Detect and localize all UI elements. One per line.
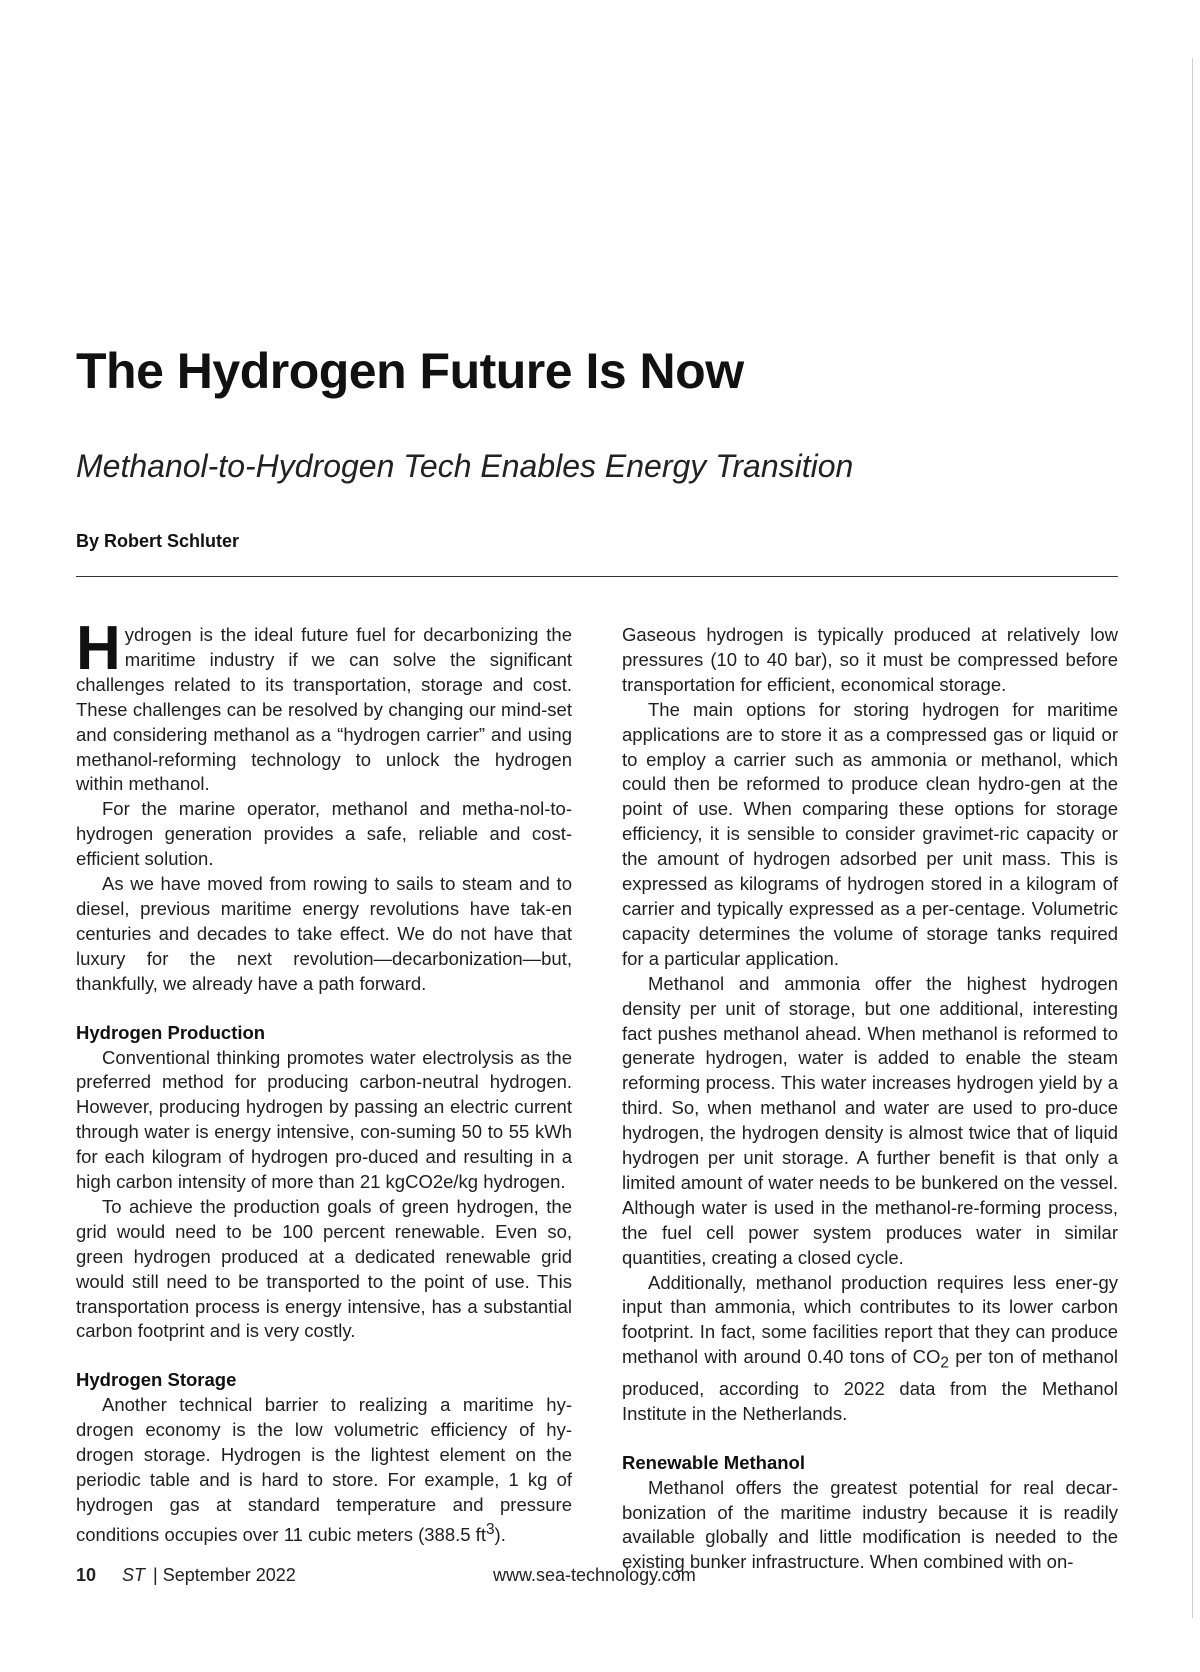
issue-date: | September 2022 [153, 1565, 296, 1585]
section-heading-renewable: Renewable Methanol [622, 1451, 805, 1473]
publication-name: ST [122, 1565, 146, 1585]
article-subtitle: Methanol-to-Hydrogen Tech Enables Energy Transition [76, 448, 854, 484]
body-paragraph: Conventional thinking promotes water electrolysis as the preferred method for producing carbon-neutral hydrogen. However, producing hydrogen by passing an electric current through water is energy intensive, con-suming 50 to 55 kWh for each kilogram of hydrogen pro-duced and resulting in a high carbon intensity of more than 21 kgCO2e/kg hydrogen. [76, 1046, 572, 1193]
intro-paragraph [76, 614, 572, 797]
header-divider [76, 576, 1118, 577]
paragraph-text-end: ). [494, 1523, 506, 1545]
article-title: The Hydrogen Future Is Now [76, 343, 744, 399]
drop-cap: H [76, 614, 121, 683]
page-footer [76, 1565, 296, 1586]
body-paragraph: Methanol offers the greatest potential for real decar-bonization of the maritime industry because it is readily available globally and little modification is needed to the existing bunker infrastructure. When combined with on- [622, 1476, 1118, 1573]
body-paragraph: As we have moved from rowing to sails to steam and to diesel, previous maritime energy revolutions have tak-en centuries and decades to take effect. We do not have that luxury for the next revolution—decarbonization—but, thankfully, we already have a path forward. [76, 873, 572, 994]
paragraph-text-end: per ton of methanol produced, according to 2022 data from the Methanol Institute in the Netherlands. [622, 1346, 1118, 1424]
body-paragraph: Gaseous hydrogen is typically produced at relatively low pressures (10 to 40 bar), so it must be compressed before transportation for efficient, economical storage. [622, 624, 1118, 695]
body-paragraph [622, 1271, 1118, 1427]
body-paragraph: For the marine operator, methanol and metha-nol-to-hydrogen generation provides a safe, reliable and cost-efficient solution. [76, 798, 572, 870]
paragraph-text: Another technical barrier to realizing a maritime hy-drogen economy is the low volumetric efficiency of hy-drogen storage. Hydrogen is the lightest element on the periodic table and is hard to store. For example, 1 kg of hydrogen gas at standard temperature and pressure conditions occupies over 11 cubic meters (388.5 ft [76, 1394, 572, 1545]
section-heading-production: Hydrogen Production [76, 1021, 266, 1043]
body-paragraph: The main options for storing hydrogen for maritime applications are to store it as a compressed gas or liquid or to employ a carrier such as ammonia or methanol, which could then be reformed to produce clean hydro-gen at the point of use. When comparing these options for storage efficiency, it is sensible to consider gravimet-ric capacity or the amount of hydrogen adsorbed per unit mass. This is expressed as kilograms of hydrogen stored in a kilogram of carrier and typically expressed as a per-centage. Volumetric capacity determines the volume of storage tanks required for a particular application. [622, 698, 1118, 969]
subscript: 2 [940, 1354, 949, 1372]
intro-text: ydrogen is the ideal future fuel for decarbonizing the maritime industry if we can solve the significant challenges related to its transportation, storage and cost. These challenges can be resolved by changing our mind-set and considering methanol as a “hydrogen carrier” and using methanol-reforming technology to unlock the hydrogen within methanol. [76, 624, 572, 795]
page-edge-line [1192, 58, 1193, 1618]
body-paragraph [76, 1393, 572, 1548]
article-byline: By Robert Schluter [76, 531, 240, 551]
superscript: 3 [485, 1520, 495, 1538]
paragraph-text: Additionally, methanol production requires less ener-gy input than ammonia, which contributes to its lower carbon footprint. In fact, some facilities report that they can produce methanol with around 0.40 tons of CO [622, 1271, 1118, 1368]
body-paragraph: To achieve the production goals of green hydrogen, the grid would need to be 100 percent renewable. Even so, green hydrogen produced at a dedicated renewable grid would still need to be transported to the point of use. This transportation process is energy intensive, has a substantial carbon footprint and is very costly. [76, 1195, 572, 1342]
left-column [76, 614, 572, 1548]
body-paragraph: Methanol and ammonia offer the highest hydrogen density per unit of storage, but one additional, interesting fact pushes methanol ahead. When methanol is reformed to generate hydrogen, water is added to enable the steam reforming process. This water increases hydrogen yield by a third. So, when methanol and water are used to pro-duce hydrogen, the hydrogen density is almost twice that of liquid hydrogen per unit storage. A further benefit is that only a limited amount of water needs to be bunkered on the vessel. Although water is used in the methanol-re-forming process, the fuel cell power system produces water in similar quantities, creating a closed cycle. [622, 972, 1118, 1268]
page-number: 10 [76, 1565, 97, 1585]
section-heading-storage: Hydrogen Storage [76, 1369, 237, 1391]
footer-url: www.sea-technology.com [493, 1565, 696, 1585]
right-column [622, 623, 1118, 1575]
